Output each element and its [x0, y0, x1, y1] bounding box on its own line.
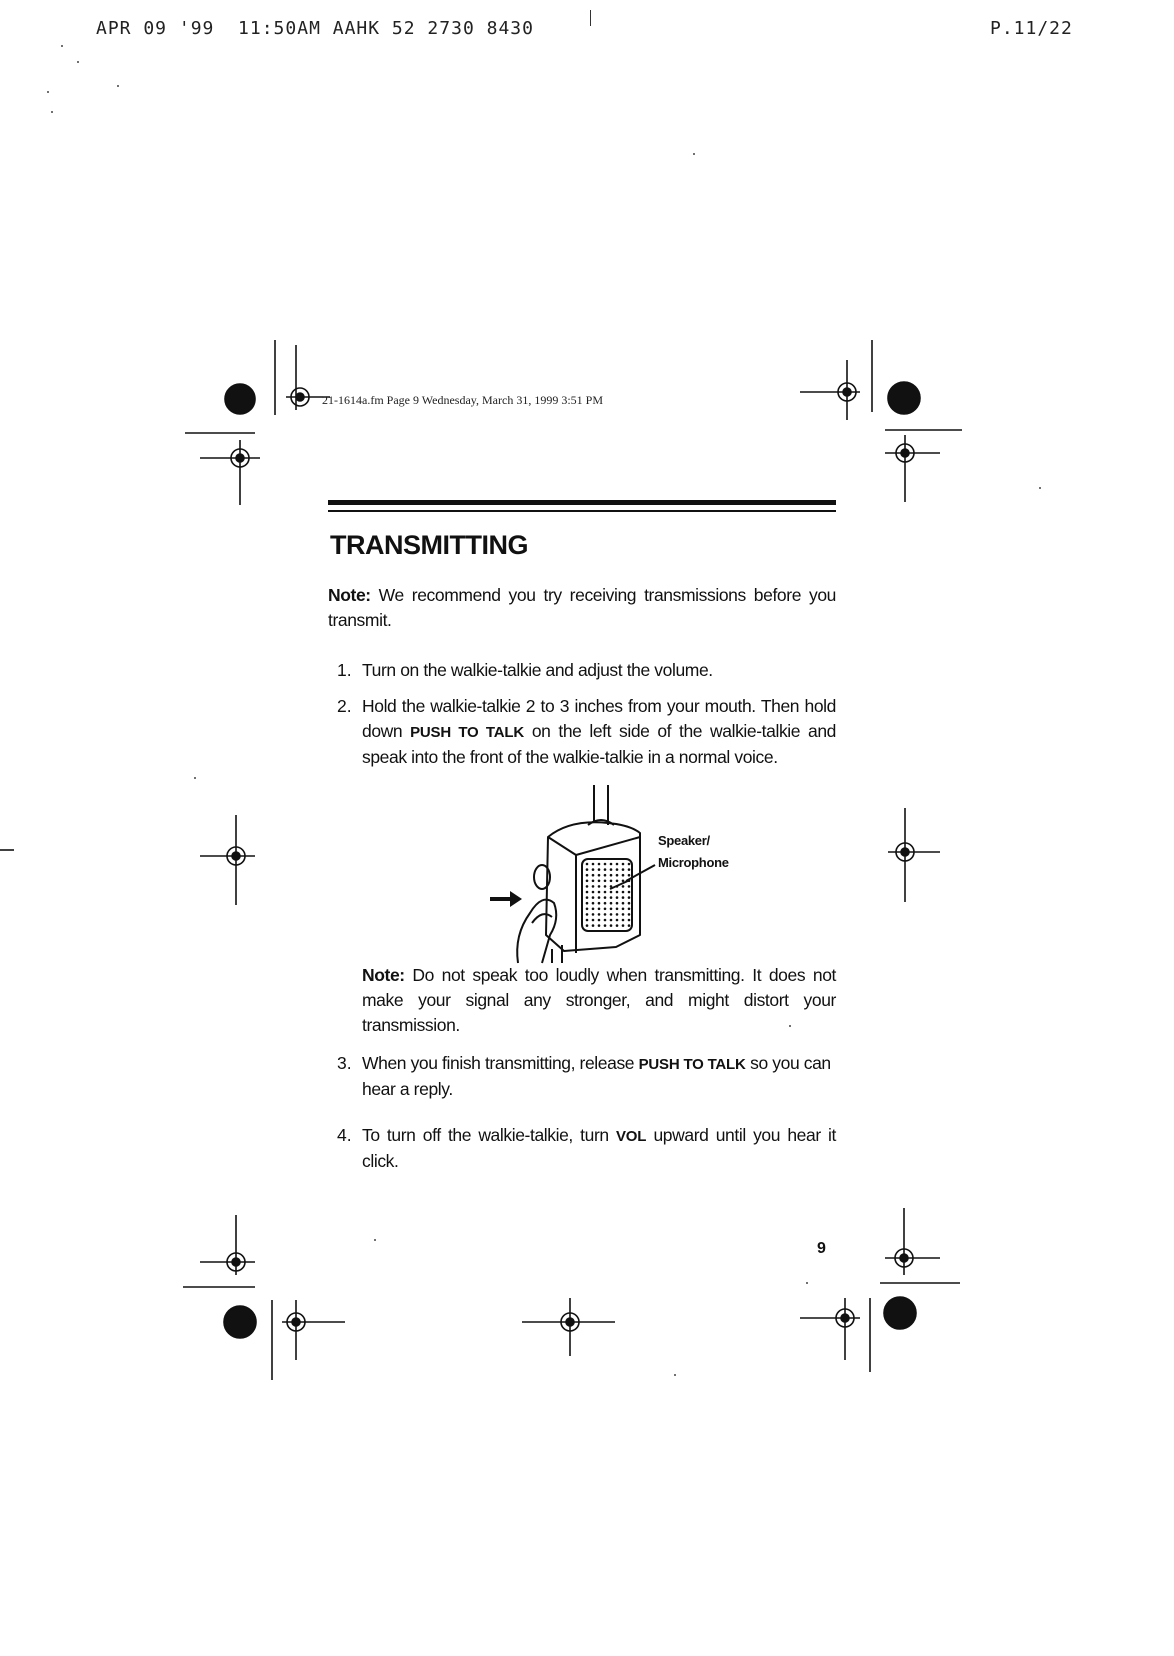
intro-note	[328, 583, 836, 633]
step-4-key: VOL	[615, 1128, 647, 1145]
step-3-number: 3.	[337, 1053, 352, 1073]
walkie-talkie-illustration	[490, 785, 790, 965]
step-3-text	[362, 1051, 836, 1102]
section-rule-thin	[328, 510, 836, 512]
step-4-number: 4.	[337, 1125, 352, 1145]
speaker-grille-dots	[586, 863, 631, 927]
step-2-text-b: on the left side of the walkie-talkie and speak into the front of the walkie-talkie in a normal voice.	[362, 721, 836, 767]
transmit-note-text: Do not speak too loudly when transmitting. It does not make your signal any stronger, and might distort your transmission.	[362, 965, 836, 1035]
step-4-text	[362, 1123, 836, 1174]
page-number: 9	[817, 1240, 826, 1257]
step-2-number: 2.	[337, 696, 352, 716]
step-2-text	[362, 694, 836, 770]
arrow-icon	[490, 891, 522, 907]
step-3-text-b: so you can hear a reply.	[362, 1053, 831, 1099]
speaker-label-line1: Speaker/	[658, 833, 710, 848]
intro-note-text: We recommend you try receiving transmissions before you transmit.	[328, 585, 836, 630]
speaker-label-line2: Microphone	[658, 855, 729, 870]
transmit-note-label: Note:	[362, 965, 405, 985]
fax-header-right: P.11/22	[990, 18, 1073, 39]
section-title: TRANSMITTING	[330, 530, 528, 560]
fax-header-left: APR 09 '99 11:50AM AAHK 52 2730 8430	[96, 18, 534, 39]
step-3-key: PUSH TO TALK	[638, 1056, 746, 1073]
transmit-note	[362, 963, 836, 1038]
step-2-key: PUSH TO TALK	[410, 724, 524, 741]
step-1-number: 1.	[337, 660, 352, 680]
file-slug-line: 21-1614a.fm Page 9 Wednesday, March 31, 1999 3:51 PM	[322, 393, 603, 407]
step-4-text-a: To turn off the walkie-talkie, turn	[362, 1125, 616, 1145]
section-rule	[328, 500, 836, 505]
step-1-text: Turn on the walkie-talkie and adjust the volume.	[362, 660, 713, 680]
intro-note-label: Note:	[328, 585, 371, 605]
step-2-text-a: Hold the walkie-talkie 2 to 3 inches from your mouth. Then hold down	[362, 696, 836, 741]
step-4-text-b: upward until you hear it click.	[362, 1125, 836, 1171]
step-3-text-a: When you finish transmitting, release	[362, 1053, 639, 1073]
color-bar-dot-icon	[225, 384, 255, 414]
